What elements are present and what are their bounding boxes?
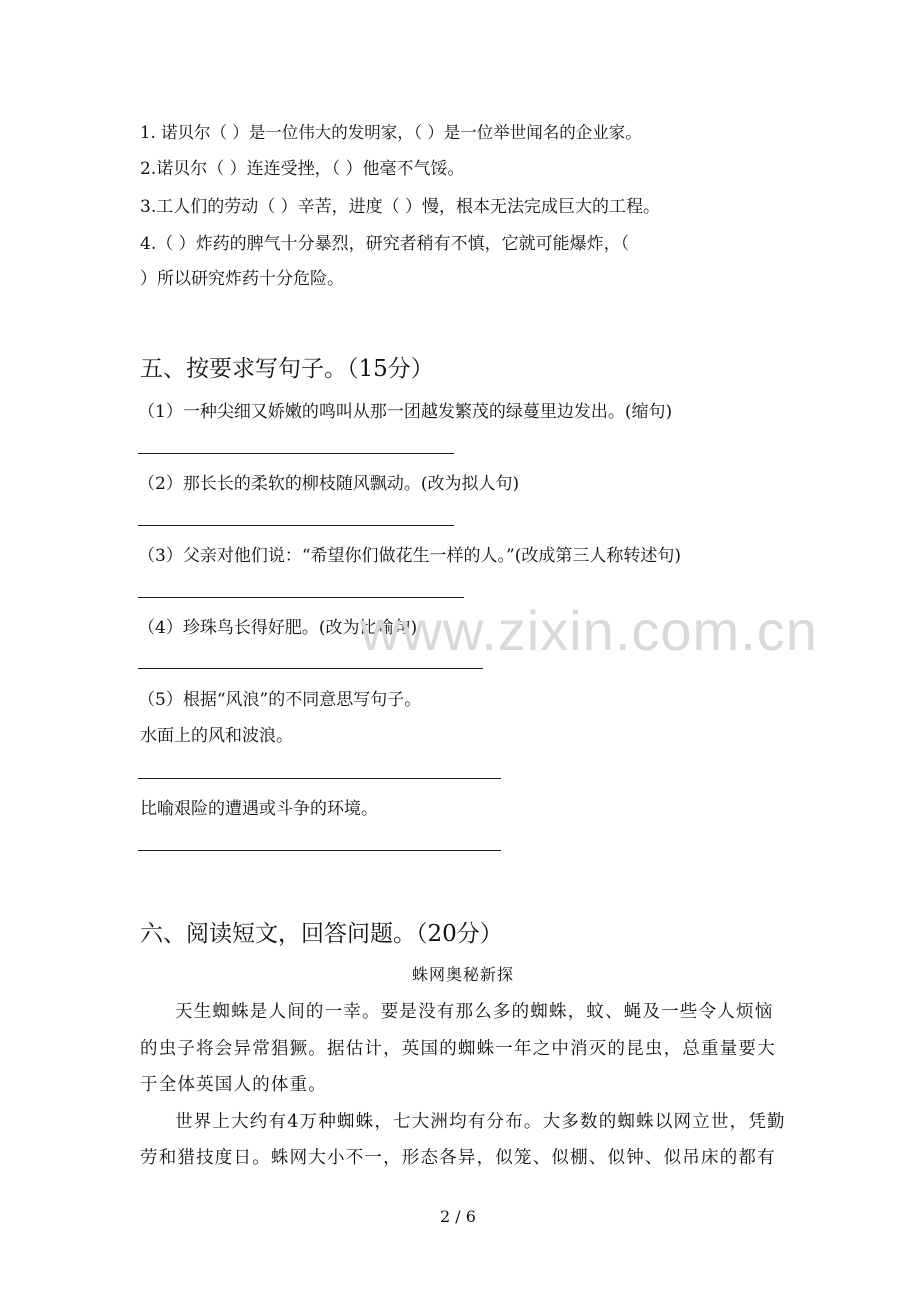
answer-line-6 <box>138 850 501 851</box>
section-5-item-3: （3）父亲对他们说：“希望你们做花生一样的人。”(改成第三人称转述句) <box>138 546 681 566</box>
question-3: 3.工人们的劳动（ ）辛苦，进度（ ）慢，根本无法完成巨大的工程。 <box>140 197 661 217</box>
section-5-item-5: （5）根据“风浪”的不同意思写句子。 <box>138 690 422 710</box>
section-5-heading: 五、按要求写句子。（15分） <box>140 356 434 382</box>
passage-line-2: 的虫子将会异常猖獗。据估计，英国的蜘蛛一年之中消灭的昆虫，总重量要大 <box>140 1039 776 1059</box>
passage-title: 蛛网奥秘新探 <box>412 965 515 984</box>
passage-line-5: 劳和猎技度日。蛛网大小不一，形态各异，似笼、似棚、似钟、似吊床的都有 <box>140 1148 776 1168</box>
answer-line-4 <box>138 668 483 669</box>
page-number: 2 / 6 <box>440 1207 476 1226</box>
passage-line-4: 世界上大约有4万种蜘蛛，七大洲均有分布。大多数的蜘蛛以网立世，凭勤 <box>175 1112 786 1132</box>
question-4-continued: ）所以研究炸药十分危险。 <box>140 269 344 289</box>
section-5-item-1: （1）一种尖细又娇嫩的鸣叫从那一团越发繁茂的绿蔓里边发出。(缩句) <box>138 402 673 422</box>
passage-line-3: 于全体英国人的体重。 <box>140 1075 327 1095</box>
section-5-item-2: （2）那长长的柔软的柳枝随风飘动。(改为拟人句) <box>138 474 520 494</box>
passage-line-1: 天生蜘蛛是人间的一幸。要是没有那么多的蜘蛛，蚊、蝇及一些令人烦恼 <box>175 1002 774 1022</box>
section-5-item-4: （4）珍珠鸟长得好肥。(改为比喻句) <box>138 618 418 638</box>
answer-line-1 <box>138 453 454 454</box>
answer-line-2 <box>138 525 454 526</box>
answer-line-5 <box>138 778 501 779</box>
section-6-heading: 六、阅读短文，回答问题。（20分） <box>140 921 503 947</box>
question-1: 1. 诺贝尔（ ）是一位伟大的发明家，（ ）是一位举世闻名的企业家。 <box>140 123 642 142</box>
question-4: 4.（ ）炸药的脾气十分暴烈，研究者稍有不慎，它就可能爆炸，（ <box>140 234 630 254</box>
watermark: www.zixin.com.cn <box>360 599 818 662</box>
section-5-meaning-1: 水面上的风和波浪。 <box>140 726 293 746</box>
section-5-meaning-2: 比喻艰险的遭遇或斗争的环境。 <box>140 799 378 819</box>
question-2: 2.诺贝尔（ ）连连受挫，（ ）他毫不气馁。 <box>140 159 465 179</box>
